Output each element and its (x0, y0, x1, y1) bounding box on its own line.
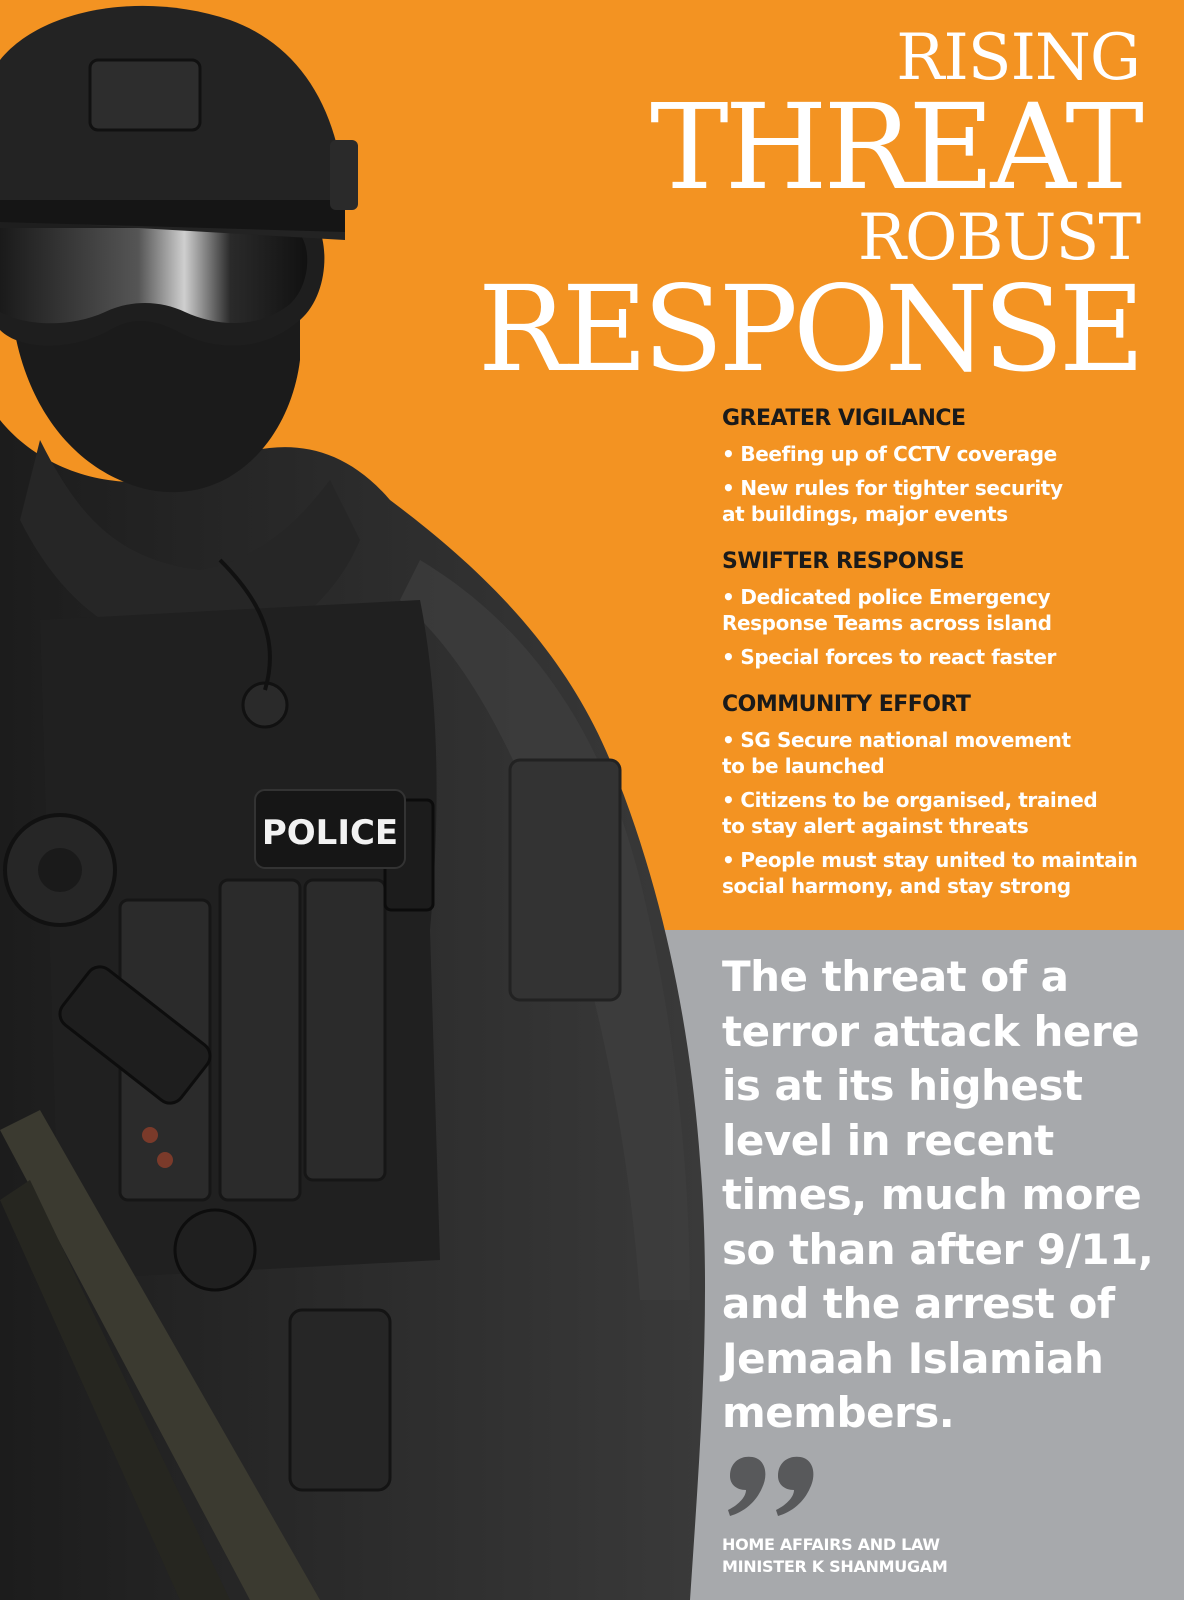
bullet-text: New rules for tighter security (740, 476, 1063, 500)
quote-line: level in recent (722, 1115, 1054, 1165)
attribution-line: HOME AFFAIRS AND LAW (722, 1535, 940, 1554)
quote-line: members. (722, 1388, 955, 1437)
quote-line: is at its highest (722, 1061, 1083, 1110)
bullet-point (722, 584, 1172, 636)
bullet-text-continued: to be launched (722, 754, 885, 778)
quote-line: terror attack here (722, 1006, 1140, 1056)
section-title: SWIFTER RESPONSE (722, 549, 964, 574)
bullet-text: Citizens to be organised, trained (740, 788, 1098, 812)
bullet-text-continued: to stay alert against threats (722, 814, 1029, 838)
bullet-text: People must stay united to maintain (740, 848, 1138, 872)
pull-quote (722, 950, 1162, 1441)
headline-threat: THREAT (649, 78, 1140, 216)
bullet-point (722, 475, 1172, 527)
bullet-point (722, 441, 1172, 467)
bullet-icon: • (722, 848, 735, 872)
bullet-icon: • (722, 728, 735, 752)
bullet-text-continued: social harmony, and stay strong (722, 874, 1071, 898)
police-vest-label: POLICE (261, 813, 399, 853)
bullet-point (722, 644, 1172, 670)
bullet-icon: • (722, 585, 735, 609)
bullet-point (722, 727, 1172, 779)
bullet-text-continued: at buildings, major events (722, 502, 1008, 526)
attribution-line: MINISTER K SHANMUGAM (722, 1557, 948, 1576)
headline-rising: RISING (896, 21, 1140, 95)
bullet-point (722, 787, 1172, 839)
quote-line: and the arrest of (722, 1279, 1115, 1328)
bullet-icon: • (722, 476, 735, 500)
closing-quote-icon (724, 1450, 824, 1520)
quote-attribution (722, 1534, 948, 1578)
section-title: GREATER VIGILANCE (722, 406, 966, 431)
quote-line: Jemaah Islamiah (722, 1333, 1104, 1383)
section-community-effort (722, 692, 1172, 899)
bullet-icon: • (722, 788, 735, 812)
bullet-icon: • (722, 442, 735, 466)
headline-response: RESPONSE (477, 260, 1140, 398)
bullet-text: SG Secure national movement (740, 728, 1071, 752)
bullet-text: Dedicated police Emergency (740, 585, 1051, 609)
bullet-text: Special forces to react faster (740, 645, 1056, 669)
bullet-point (722, 847, 1172, 899)
quote-line: times, much more (722, 1170, 1142, 1219)
key-points (722, 406, 1172, 921)
bullet-icon: • (722, 645, 735, 669)
bullet-text-continued: Response Teams across island (722, 611, 1052, 635)
headline-robust: ROBUST (857, 201, 1140, 275)
bullet-text: Beefing up of CCTV coverage (740, 442, 1057, 466)
section-greater-vigilance (722, 406, 1172, 527)
section-title: COMMUNITY EFFORT (722, 692, 971, 717)
section-swifter-response (722, 549, 1172, 670)
quote-line: so than after 9/11, (722, 1224, 1154, 1274)
quote-line: The threat of a (722, 952, 1069, 1001)
